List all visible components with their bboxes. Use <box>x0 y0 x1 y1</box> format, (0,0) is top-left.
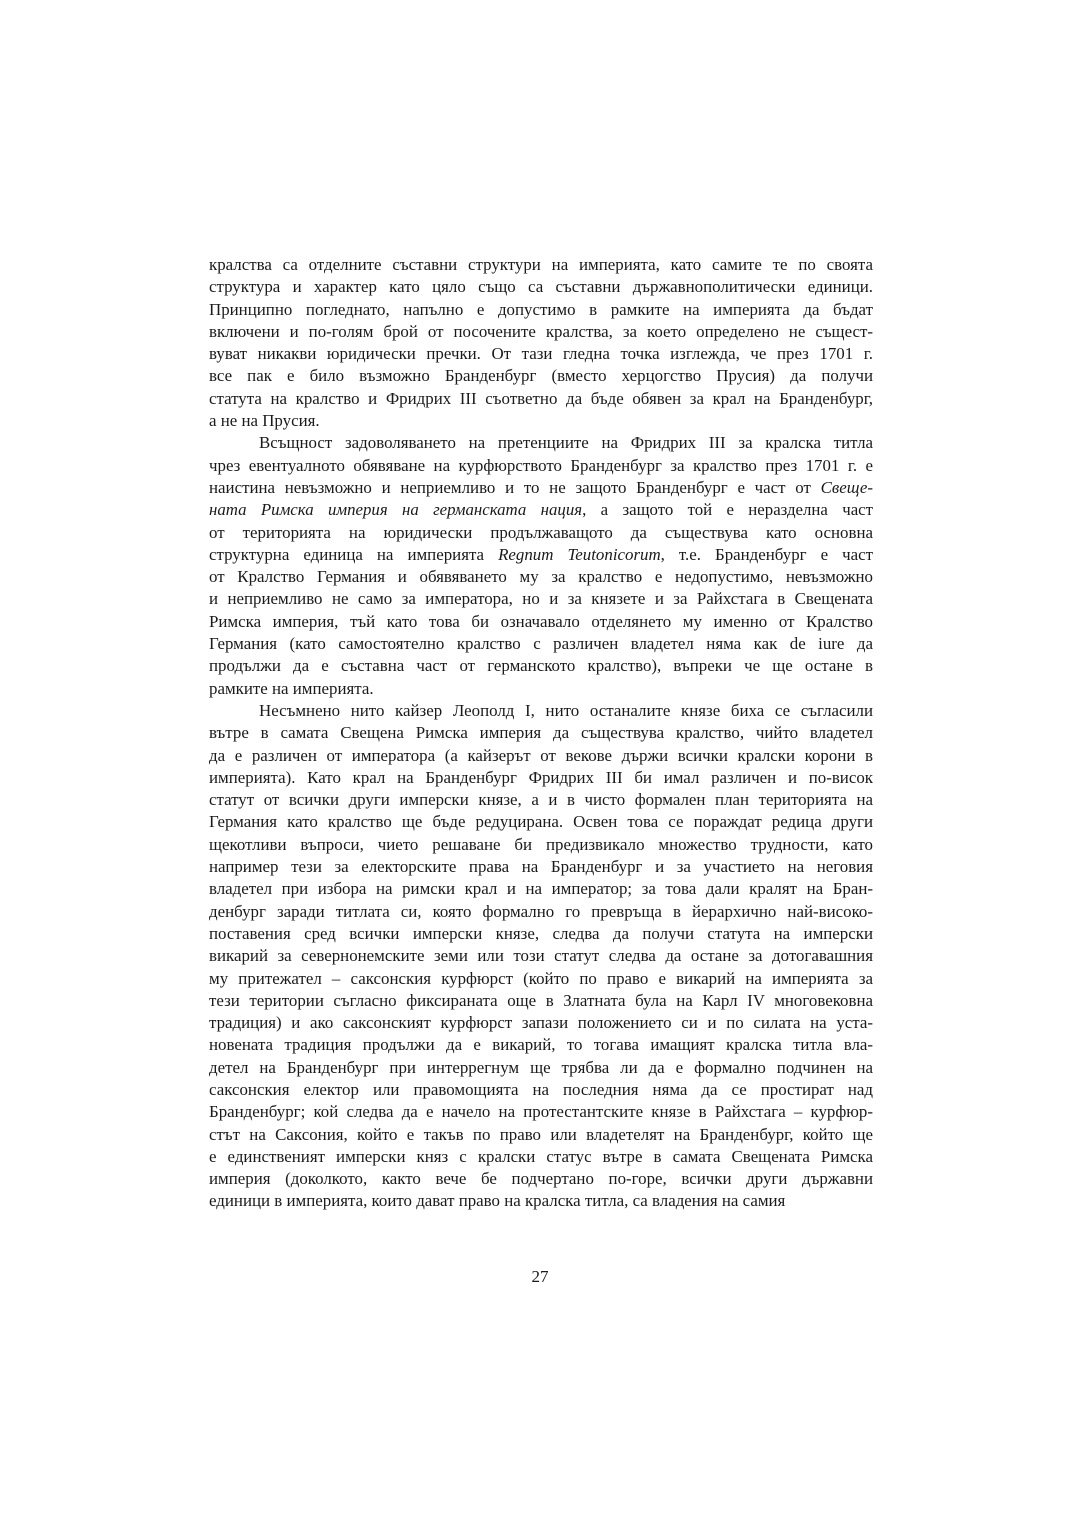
text-segment: включени и по-голям брой от посочените кралства, за което определено не същест- <box>209 321 873 341</box>
text-segment: рамките на империята. <box>209 678 374 698</box>
text-segment: вуват никакви юридически пречки. От тази гледна точка изглежда, че през 1701 г. <box>209 344 873 364</box>
text-line <box>209 566 873 588</box>
text-segment: Бранденбург; кой следва да е начело на протестантските князе в Райхстага – курфюр- <box>209 1102 873 1122</box>
text-segment: вътре в самата Свещена Римска империя да съществува кралство, чийто владетел <box>209 723 873 743</box>
text-segment: , а защото той е неразделна част <box>582 500 873 520</box>
text-line <box>209 901 873 923</box>
text-line <box>209 923 873 945</box>
text-line <box>209 1101 873 1123</box>
text-line <box>209 477 873 499</box>
text-segment: щекотливи въпроси, чието решаване би предизвикало множество трудности, като <box>209 834 873 854</box>
text-line <box>209 633 873 655</box>
text-segment: Несъмнено нито кайзер Леополд I, нито останалите князе биха се съгласили <box>259 700 873 720</box>
text-line <box>209 655 873 677</box>
text-line <box>209 945 873 967</box>
paragraph <box>209 700 873 1213</box>
text-segment: от Кралство Германия и обявяването му за кралство е недопустимо, невъзможно <box>209 567 873 587</box>
text-segment: Всъщност задоволяването на претенциите на Фридрих III за кралска титла <box>259 433 873 453</box>
text-line <box>209 321 873 343</box>
text-line <box>209 499 873 521</box>
text-segment: а не на Прусия. <box>209 411 320 431</box>
text-segment: да е различен от императора (а кайзерът от векове държи всички кралски корони в <box>209 745 873 765</box>
text-segment: традиция) и ако саксонският курфюрст запази положението си и по силата на уста- <box>209 1013 873 1033</box>
text-segment: от територията на юридически продължаващото да съществува като основна <box>209 522 873 542</box>
text-line <box>209 388 873 410</box>
text-segment: империята). Като крал на Бранденбург Фридрих III би имал различен и по-висок <box>209 767 873 787</box>
text-segment: , т.е. Бранденбург е част <box>660 544 873 564</box>
text-segment: статут от всички други имперски князе, а и в чисто формален план територията на <box>209 790 873 810</box>
text-segment: наистина невъзможно и неприемливо и то не защото Бранденбург е част от <box>209 477 821 497</box>
text-segment: викарий за севернонемските земи или този статут следва да остане за дотогавашния <box>209 946 873 966</box>
text-line <box>209 1079 873 1101</box>
italic-text: Regnum Teutonicorum <box>498 544 661 564</box>
paragraph <box>209 432 873 700</box>
text-line <box>209 522 873 544</box>
text-segment: империя (доколкото, както вече бе подчертано по-горе, всички други държавни <box>209 1169 873 1189</box>
text-line <box>209 1034 873 1056</box>
text-segment: Римска империя, тъй като това би означавало отделянето му именно от Кралство <box>209 611 873 631</box>
text-segment: новената традиция продължи да е викарий, то тогава имащият кралска титла вла- <box>209 1035 873 1055</box>
text-segment: структура и характер като цяло също са съставни държавнополитически единици. <box>209 277 873 297</box>
text-segment: Германия като кралство ще бъде редуцирана. Освен това се пораждат редица други <box>209 812 873 832</box>
text-line <box>209 678 873 700</box>
text-line <box>209 1057 873 1079</box>
text-segment: структурна единица на империята <box>209 544 499 564</box>
text-line <box>209 1124 873 1146</box>
text-segment: продължи да е съставна част от германското кралство), въпреки че ще остане в <box>209 656 873 676</box>
text-line <box>209 745 873 767</box>
text-line <box>209 722 873 744</box>
page-number: 27 <box>531 1267 549 1286</box>
text-segment: му притежател – саксонския курфюрст (който по право е викарий на империята за <box>209 968 873 988</box>
text-line <box>209 789 873 811</box>
text-line <box>209 1168 873 1190</box>
text-line <box>209 432 873 454</box>
text-segment: денбург заради титлата си, която формално го превръща в йерархично най-високо- <box>209 901 873 921</box>
text-line <box>209 878 873 900</box>
text-line <box>209 544 873 566</box>
paragraph <box>209 254 873 432</box>
body-text <box>209 254 873 1213</box>
text-segment: тези територии съгласно фиксираната още в Златната була на Карл IV многовековна <box>209 990 873 1010</box>
text-segment: владетел при избора на римски крал и на император; за това дали кралят на Бран- <box>209 879 873 899</box>
text-line <box>209 834 873 856</box>
text-line <box>209 990 873 1012</box>
text-segment: все пак е било възможно Бранденбург (вместо херцогство Прусия) да получи <box>209 366 873 386</box>
text-line <box>209 968 873 990</box>
italic-text: Свеще- <box>820 477 873 497</box>
text-line <box>209 811 873 833</box>
text-line <box>209 588 873 610</box>
text-segment: е единственият имперски княз с кралски статус вътре в самата Свещената Римска <box>209 1146 873 1166</box>
text-line <box>209 767 873 789</box>
text-segment: например тези за електорските права на Бранденбург и за участието на неговия <box>209 857 873 877</box>
text-line <box>209 1146 873 1168</box>
text-segment: стът на Саксония, който е такъв по право или владетелят на Бранденбург, който ще <box>209 1124 873 1144</box>
text-line <box>209 856 873 878</box>
text-segment: статута на кралство и Фридрих III съответно да бъде обявен за крал на Бранденбург, <box>209 388 873 408</box>
text-segment: Принципно погледнато, напълно е допустимо в рамките на империята да бъдат <box>209 299 873 319</box>
text-segment: поставения сред всички имперски князе, следва да получи статута на имперски <box>209 923 873 943</box>
text-line <box>209 1190 873 1212</box>
text-line <box>209 1012 873 1034</box>
text-segment: единици в империята, които дават право на кралска титла, са владения на самия <box>209 1191 786 1211</box>
text-line <box>209 410 873 432</box>
text-line <box>209 455 873 477</box>
text-segment: детел на Бранденбург при интеррегнум ще трябва ли да е формално подчинен на <box>209 1057 873 1077</box>
text-line <box>209 343 873 365</box>
italic-text: ната Римска империя на германската нация <box>209 500 583 520</box>
text-line <box>209 299 873 321</box>
text-segment: кралства са отделните съставни структури на империята, като самите те по своята <box>209 255 873 274</box>
text-segment: саксонския електор или правомощията на последния няма да се простират над <box>209 1079 873 1099</box>
text-line <box>209 700 873 722</box>
text-segment: чрез евентуалното обявяване на курфюрството Бранденбург за кралство през 1701 г. е <box>209 455 873 475</box>
text-line <box>209 276 873 298</box>
text-line <box>209 365 873 387</box>
text-segment: Германия (като самостоятелно кралство с различен владетел няма как de iure да <box>209 634 873 654</box>
text-line <box>209 254 873 276</box>
text-line <box>209 611 873 633</box>
text-segment: и неприемливо не само за императора, но и за князете и за Райхстага в Свещената <box>209 589 873 609</box>
